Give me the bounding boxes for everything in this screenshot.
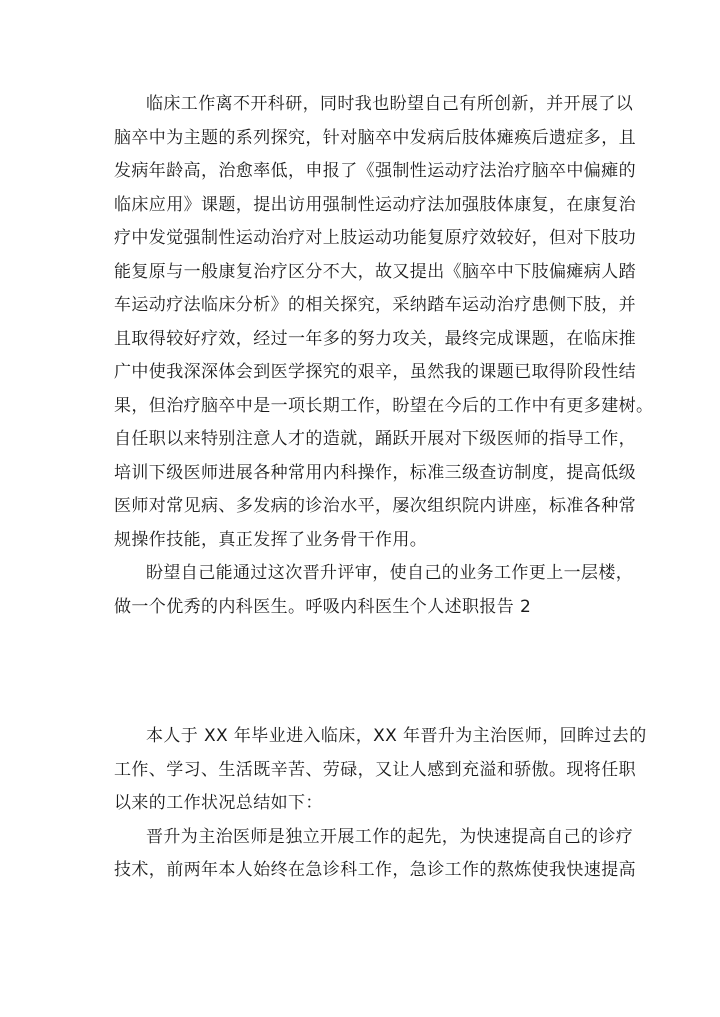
text-block-1 <box>114 88 654 624</box>
text-line: 脑卒中为主题的系列探究，针对脑卒中发病后肢体瘫痪后遗症多，且 <box>114 127 636 148</box>
text-line: 自任职以来特别注意人才的造就，踊跃开展对下级医师的指导工作， <box>114 429 636 449</box>
text-line: 果，但治疗脑卒中是一项长期工作，盼望在今后的工作中有更多建树。 <box>114 395 654 416</box>
text-line: 疗中发觉强制性运动治疗对上肢运动功能复原疗效较好，但对下肢功 <box>114 228 636 248</box>
text-line: 以来的工作状况总结如下： <box>114 793 323 813</box>
text-block-2 <box>114 720 647 888</box>
text-line: 规操作技能，真正发挥了业务骨干作用。 <box>114 529 428 550</box>
text-line: 盼望自己能通过这次晋升评审，使自己的业务工作更上一层楼， <box>146 563 634 583</box>
text-line: 本人于 XX 年毕业进入临床，XX 年晋升为主治医师，回眸过去的 <box>146 726 647 746</box>
text-line: 晋升为主治医师是独立开展工作的起先，为快速提高自己的诊疗 <box>146 826 634 847</box>
text-line: 车运动疗法临床分析》的相关探究，采纳踏车运动治疗患侧下肢，并 <box>114 295 636 315</box>
text-line: 医师对常见病、多发病的诊治水平，屡次组织院内讲座，标准各种常 <box>114 496 636 516</box>
text-line: 发病年龄高，治愈率低，申报了《强制性运动疗法治疗脑卒中偏瘫的 <box>114 161 636 181</box>
text-line: 技术，前两年本人始终在急诊科工作，急诊工作的熬炼使我快速提高 <box>114 860 636 880</box>
text-line: 做一个优秀的内科医生。呼吸内科医生个人述职报告 2 <box>114 596 532 617</box>
text-line: 临床工作离不开科研，同时我也盼望自己有所创新，并开展了以 <box>146 94 634 114</box>
text-line: 能复原与一般康复治疗区分不大，故又提出《脑卒中下肢偏瘫病人踏 <box>114 261 636 282</box>
text-line: 工作、学习、生活既辛苦、劳碌，又让人感到充溢和骄傲。现将任职 <box>114 759 636 780</box>
text-line: 广中使我深深体会到医学探究的艰辛，虽然我的课题已取得阶段性结 <box>114 362 636 382</box>
text-line: 培训下级医师进展各种常用内科操作，标准三级查访制度，提高低级 <box>114 462 636 483</box>
text-line: 临床应用》课题，提出访用强制性运动疗法加强肢体康复，在康复治 <box>114 194 636 215</box>
text-line: 且取得较好疗效，经过一年多的努力攻关，最终完成课题，在临床推 <box>114 328 636 349</box>
